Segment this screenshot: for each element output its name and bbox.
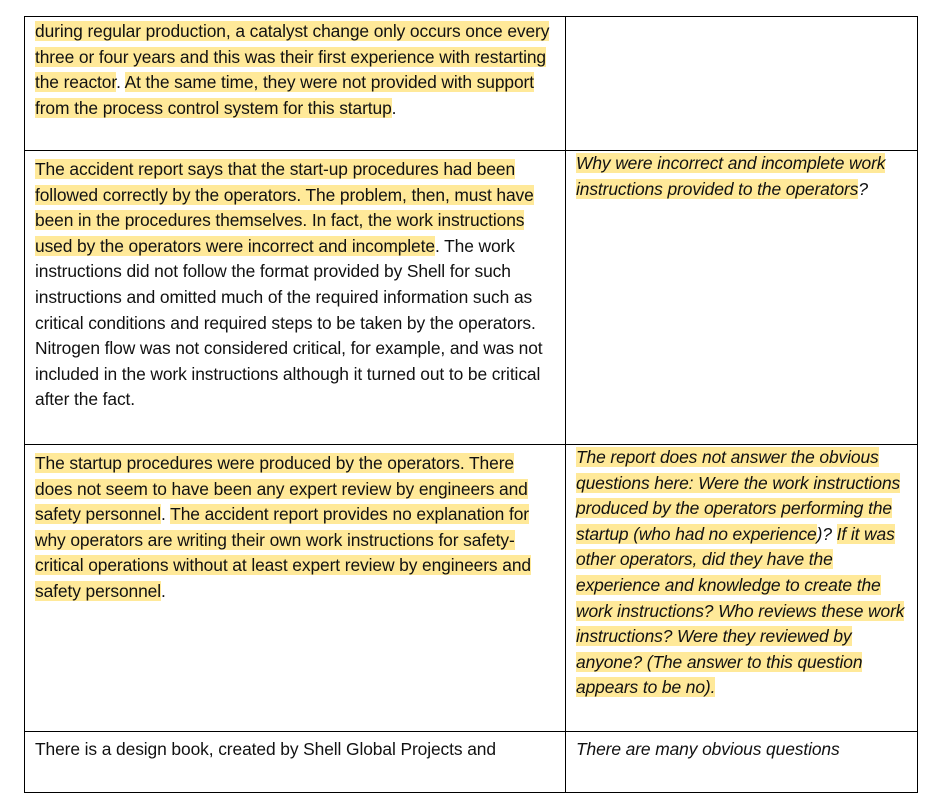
plain-text: . The work instructions did not follow the format provided by Shell for such instructions and omitted much of the required information such as critical conditions and required steps to be taken by the operators. Nitrogen flow was not considered critical, for example, and was not included in the work instructions although it turned out to be critical after the fact. — [35, 235, 543, 410]
table-row — [25, 17, 918, 151]
question-cell — [566, 151, 918, 445]
table-body — [25, 17, 918, 793]
question-cell — [566, 445, 918, 732]
plain-text: . — [391, 97, 397, 118]
highlighted-text: The startup procedures were produced by the operators. There does not seem to have been any expert review by engineers and safety personnel — [35, 453, 528, 525]
question-text — [566, 17, 917, 19]
highlighted-text: The accident report provides no explanation for why operators are writing their own work instructions for safety-critical operations without at least expert review by engineers and safety personnel — [35, 504, 531, 601]
plain-text: There are many obvious questions — [576, 739, 840, 759]
question-cell — [566, 732, 918, 793]
plain-text: )? — [816, 523, 837, 544]
highlighted-text: At the same time, they were not provided with support from the process control system for this startup — [35, 72, 534, 118]
table-row — [25, 732, 918, 793]
analysis-table — [24, 16, 918, 793]
table-row — [25, 151, 918, 445]
finding-text — [25, 732, 565, 765]
plain-text: ? — [858, 178, 868, 199]
finding-text — [25, 445, 565, 607]
finding-text — [25, 151, 565, 415]
table-row — [25, 445, 918, 732]
question-text — [566, 151, 917, 204]
finding-cell — [25, 151, 566, 445]
highlighted-text: during regular production, a catalyst change only occurs once every three or four years and this was their first experience with restarting the reactor — [35, 21, 550, 93]
plain-text: . — [161, 504, 171, 525]
question-text — [566, 732, 917, 765]
plain-text: . — [161, 580, 166, 601]
question-text — [566, 445, 917, 703]
plain-text: . — [116, 72, 125, 93]
highlighted-text: The accident report says that the start-up procedures had been followed correctly by the operators. The problem, then, must have been in the procedures themselves. In fact, the work instructions used by the operators were incorrect and incomplete — [35, 159, 534, 256]
highlighted-text: If it was other operators, did they have the experience and knowledge to create the work instructions? Who reviews these work instructions? Were they reviewed by anyone? (The answer to this question appears to be no). — [576, 523, 905, 698]
plain-text: There is a design book, created by Shell Global Projects and — [35, 739, 496, 759]
finding-text — [25, 17, 565, 123]
question-cell — [566, 17, 918, 151]
highlighted-text: Why were incorrect and incomplete work instructions provided to the operators — [576, 153, 886, 199]
finding-cell — [25, 17, 566, 151]
finding-cell — [25, 732, 566, 793]
finding-cell — [25, 445, 566, 732]
highlighted-text: The report does not answer the obvious questions here: Were the work instructions produced by the operators performing the startup (who had no experience — [576, 447, 901, 544]
